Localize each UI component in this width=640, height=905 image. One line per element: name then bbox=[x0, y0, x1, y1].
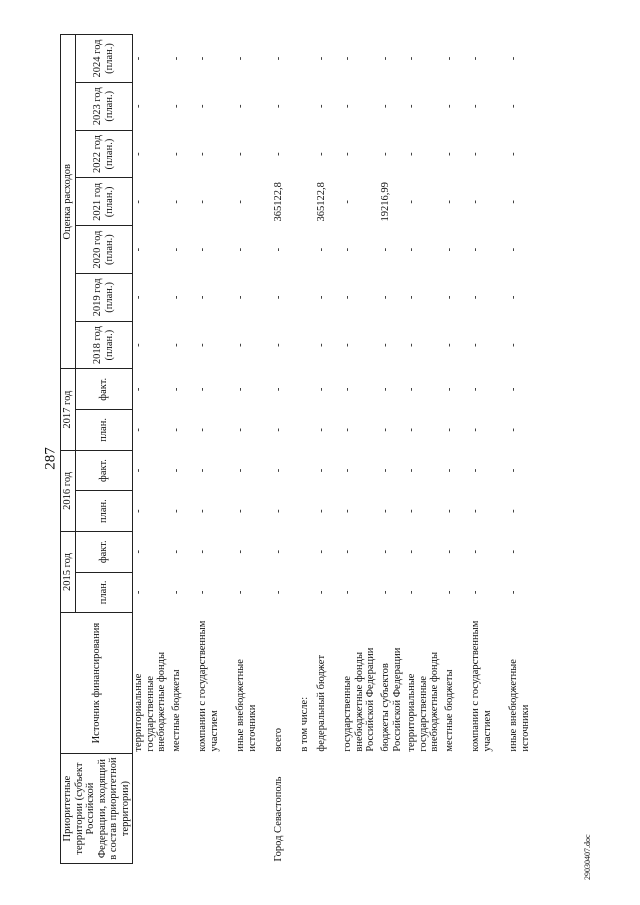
cell-value: - bbox=[342, 343, 354, 347]
table-row bbox=[133, 35, 172, 864]
cell-territory: Город Севастополь bbox=[273, 776, 285, 862]
cell-value: - bbox=[406, 590, 418, 595]
cell-value: - bbox=[316, 509, 328, 513]
cell-value bbox=[299, 531, 316, 572]
cell-value: - bbox=[133, 509, 145, 513]
cell-value: - bbox=[133, 590, 145, 595]
cell-value: - bbox=[508, 56, 520, 61]
cell-value: - bbox=[470, 509, 482, 513]
cell-value: - bbox=[235, 56, 247, 61]
cell-value: - bbox=[171, 200, 183, 204]
cell-value: - bbox=[197, 104, 209, 109]
header-year-2017: 2017 год bbox=[61, 369, 76, 450]
cell-value: - bbox=[406, 295, 418, 300]
cell-value bbox=[299, 35, 316, 83]
cell-territory bbox=[299, 754, 316, 864]
cell-value: - bbox=[235, 295, 247, 300]
cell-value: - bbox=[342, 247, 354, 252]
table-body bbox=[133, 35, 547, 864]
cell-value: - bbox=[133, 200, 145, 204]
cell-value: - bbox=[380, 550, 392, 554]
cell-value: - bbox=[444, 590, 456, 595]
cell-territory bbox=[406, 754, 444, 864]
cell-value: - bbox=[342, 200, 354, 204]
cell-value: - bbox=[197, 590, 209, 595]
cell-value: - bbox=[508, 428, 520, 432]
cell-value: - bbox=[235, 387, 247, 392]
cell-source: компании с государственным участием bbox=[197, 620, 220, 752]
cell-value: - bbox=[273, 428, 285, 432]
cell-value: - bbox=[508, 590, 520, 595]
cell-value: - bbox=[316, 343, 328, 347]
cell-territory bbox=[508, 754, 546, 864]
cell-source: компании с государственным участием bbox=[470, 620, 493, 752]
header-territory: Приоритетные территории (субъект Российской Федерации, входящий в состав приоритетной территории) bbox=[61, 754, 133, 864]
cell-value bbox=[299, 130, 316, 178]
cell-value: - bbox=[235, 343, 247, 347]
cell-value: - bbox=[342, 56, 354, 61]
cell-source: иные внебюджетные источники bbox=[235, 659, 258, 752]
cell-value bbox=[299, 178, 316, 226]
cell-value: - bbox=[470, 200, 482, 204]
table-row bbox=[171, 35, 197, 864]
header-2018-plan: 2018 год (план.) bbox=[75, 321, 133, 369]
cell-value: - bbox=[470, 104, 482, 109]
cell-value: - bbox=[406, 247, 418, 252]
cell-value: - bbox=[444, 56, 456, 61]
table-row bbox=[342, 35, 380, 864]
cell-value: - bbox=[380, 152, 392, 156]
cell-value: - bbox=[316, 468, 328, 473]
cell-value: - bbox=[508, 104, 520, 109]
cell-territory bbox=[380, 754, 406, 864]
header-2015-plan: план. bbox=[75, 572, 133, 613]
cell-value bbox=[299, 369, 316, 410]
cell-value: - bbox=[406, 200, 418, 204]
cell-value: - bbox=[380, 509, 392, 513]
cell-territory bbox=[342, 754, 380, 864]
cell-value: - bbox=[235, 104, 247, 109]
cell-value: 19216,99 bbox=[380, 182, 392, 222]
header-2023-plan: 2023 год (план.) bbox=[75, 82, 133, 130]
cell-value: - bbox=[342, 387, 354, 392]
cell-value: 365122,8 bbox=[273, 182, 285, 222]
cell-value: - bbox=[342, 590, 354, 595]
cell-territory bbox=[316, 754, 342, 864]
cell-value: - bbox=[470, 387, 482, 392]
cell-source: бюджеты субъектов Российской Федерации bbox=[380, 647, 403, 752]
cell-value: - bbox=[235, 200, 247, 204]
cell-value: - bbox=[171, 56, 183, 61]
header-source: Источник финансирования bbox=[61, 613, 133, 754]
cell-value bbox=[299, 572, 316, 613]
cell-value: - bbox=[273, 468, 285, 473]
cell-value: - bbox=[197, 428, 209, 432]
cell-value: - bbox=[273, 295, 285, 300]
header-2020-plan: 2020 год (план.) bbox=[75, 226, 133, 274]
cell-value: - bbox=[133, 468, 145, 473]
header-year-2015: 2015 год bbox=[61, 531, 76, 612]
cell-value: - bbox=[406, 343, 418, 347]
header-2022-plan: 2022 год (план.) bbox=[75, 130, 133, 178]
cell-value: - bbox=[133, 247, 145, 252]
cell-value: - bbox=[508, 200, 520, 204]
cell-value: - bbox=[273, 590, 285, 595]
table-header bbox=[61, 35, 133, 864]
cell-value: - bbox=[197, 56, 209, 61]
cell-value: - bbox=[380, 590, 392, 595]
cell-value: - bbox=[508, 387, 520, 392]
cell-value: - bbox=[316, 56, 328, 61]
cell-value: - bbox=[508, 509, 520, 513]
cell-value: - bbox=[273, 247, 285, 252]
cell-value: - bbox=[273, 343, 285, 347]
cell-value: - bbox=[316, 104, 328, 109]
cell-value bbox=[299, 321, 316, 369]
cell-value: - bbox=[508, 247, 520, 252]
cell-territory bbox=[171, 754, 197, 864]
cell-value: - bbox=[508, 468, 520, 473]
cell-source: местные бюджеты bbox=[444, 669, 456, 752]
cell-value: - bbox=[470, 152, 482, 156]
cell-territory bbox=[470, 754, 508, 864]
cell-source: всего bbox=[273, 727, 285, 752]
cell-value: - bbox=[342, 428, 354, 432]
cell-value: - bbox=[406, 550, 418, 554]
cell-value: - bbox=[380, 387, 392, 392]
cell-value: - bbox=[380, 468, 392, 473]
cell-value: - bbox=[273, 152, 285, 156]
cell-value: - bbox=[470, 550, 482, 554]
cell-value: - bbox=[316, 295, 328, 300]
cell-value: - bbox=[273, 550, 285, 554]
cell-territory bbox=[235, 754, 273, 864]
cell-value: - bbox=[444, 152, 456, 156]
cell-value bbox=[299, 273, 316, 321]
cell-source: территориальные государственные внебюджетные фонды bbox=[133, 651, 168, 752]
cell-value: - bbox=[273, 104, 285, 109]
cell-value bbox=[299, 82, 316, 130]
cell-value: - bbox=[508, 343, 520, 347]
financing-table bbox=[60, 34, 546, 864]
table-row bbox=[470, 35, 508, 864]
table-row bbox=[508, 35, 546, 864]
cell-value: - bbox=[342, 295, 354, 300]
cell-value: - bbox=[197, 247, 209, 252]
cell-value bbox=[299, 410, 316, 451]
cell-territory bbox=[197, 754, 235, 864]
header-2017-plan: план. bbox=[75, 410, 133, 451]
cell-territory bbox=[444, 754, 470, 864]
cell-source: иные внебюджетные источники bbox=[508, 659, 531, 752]
cell-value: - bbox=[444, 509, 456, 513]
cell-value: - bbox=[508, 295, 520, 300]
cell-value bbox=[299, 226, 316, 274]
cell-value: - bbox=[133, 343, 145, 347]
cell-value: - bbox=[406, 152, 418, 156]
cell-value: - bbox=[171, 387, 183, 392]
cell-value: - bbox=[197, 295, 209, 300]
table-row bbox=[444, 35, 470, 864]
cell-value: - bbox=[235, 247, 247, 252]
cell-value: - bbox=[380, 428, 392, 432]
cell-value: - bbox=[342, 104, 354, 109]
cell-source: государственные внебюджетные фонды Российской Федерации bbox=[342, 647, 377, 752]
cell-value: - bbox=[406, 509, 418, 513]
cell-value: - bbox=[133, 56, 145, 61]
cell-value: - bbox=[273, 387, 285, 392]
cell-value: - bbox=[235, 428, 247, 432]
table-row bbox=[235, 35, 273, 864]
cell-value: - bbox=[197, 343, 209, 347]
cell-value: - bbox=[171, 550, 183, 554]
cell-value: - bbox=[316, 550, 328, 554]
cell-value: - bbox=[380, 104, 392, 109]
cell-value: - bbox=[133, 387, 145, 392]
cell-value: - bbox=[171, 152, 183, 156]
cell-value: - bbox=[235, 590, 247, 595]
cell-value: - bbox=[444, 550, 456, 554]
cell-value: - bbox=[342, 550, 354, 554]
cell-value: - bbox=[380, 247, 392, 252]
cell-value: - bbox=[197, 550, 209, 554]
cell-source: федеральный бюджет bbox=[316, 654, 328, 752]
table-row bbox=[316, 35, 342, 864]
cell-source: в том числе: bbox=[299, 696, 311, 752]
cell-value: - bbox=[316, 387, 328, 392]
cell-value: - bbox=[444, 387, 456, 392]
cell-value: - bbox=[197, 200, 209, 204]
cell-value: - bbox=[171, 428, 183, 432]
table-row bbox=[273, 35, 299, 864]
cell-value: - bbox=[406, 468, 418, 473]
cell-value: - bbox=[406, 428, 418, 432]
cell-value: - bbox=[444, 343, 456, 347]
cell-value: - bbox=[197, 387, 209, 392]
cell-value: - bbox=[171, 295, 183, 300]
cell-value: - bbox=[444, 200, 456, 204]
cell-value: - bbox=[171, 468, 183, 473]
header-2021-plan: 2021 год (план.) bbox=[75, 178, 133, 226]
cell-value: - bbox=[406, 56, 418, 61]
table-row bbox=[197, 35, 235, 864]
page-number: 287 bbox=[42, 447, 59, 470]
cell-value: - bbox=[171, 343, 183, 347]
header-2024-plan: 2024 год (план.) bbox=[75, 35, 133, 83]
header-2016-fact: факт. bbox=[75, 450, 133, 491]
cell-value: - bbox=[235, 509, 247, 513]
footer-doc-code: 29030407.doc bbox=[583, 834, 592, 880]
rotated-page bbox=[60, 34, 610, 864]
header-2016-plan: план. bbox=[75, 491, 133, 532]
cell-value: - bbox=[316, 590, 328, 595]
cell-value: - bbox=[406, 387, 418, 392]
header-2017-fact: факт. bbox=[75, 369, 133, 410]
cell-value: - bbox=[380, 295, 392, 300]
cell-value: - bbox=[171, 590, 183, 595]
cell-value: - bbox=[444, 247, 456, 252]
cell-value: - bbox=[342, 509, 354, 513]
cell-value: - bbox=[316, 247, 328, 252]
cell-value: - bbox=[197, 509, 209, 513]
cell-value: - bbox=[508, 550, 520, 554]
header-estimate: Оценка расходов bbox=[61, 35, 76, 370]
cell-value: 365122,8 bbox=[316, 182, 328, 222]
cell-source: территориальные государственные внебюджетные фонды bbox=[406, 651, 441, 752]
cell-value: - bbox=[470, 56, 482, 61]
cell-value: - bbox=[273, 56, 285, 61]
cell-value: - bbox=[470, 468, 482, 473]
cell-value: - bbox=[235, 550, 247, 554]
cell-value: - bbox=[508, 152, 520, 156]
cell-value: - bbox=[133, 550, 145, 554]
cell-value: - bbox=[470, 247, 482, 252]
table-row bbox=[406, 35, 444, 864]
cell-value: - bbox=[273, 509, 285, 513]
table-row bbox=[380, 35, 406, 864]
cell-value: - bbox=[197, 468, 209, 473]
cell-value: - bbox=[235, 468, 247, 473]
cell-value: - bbox=[133, 152, 145, 156]
cell-value: - bbox=[444, 468, 456, 473]
cell-value: - bbox=[316, 428, 328, 432]
cell-value: - bbox=[342, 468, 354, 473]
cell-value: - bbox=[444, 428, 456, 432]
cell-value: - bbox=[171, 509, 183, 513]
cell-territory bbox=[133, 754, 172, 864]
cell-value: - bbox=[380, 343, 392, 347]
header-year-2016: 2016 год bbox=[61, 450, 76, 531]
cell-value: - bbox=[197, 152, 209, 156]
cell-value: - bbox=[470, 590, 482, 595]
cell-value: - bbox=[235, 152, 247, 156]
cell-value: - bbox=[444, 104, 456, 109]
cell-value: - bbox=[316, 152, 328, 156]
cell-source: местные бюджеты bbox=[171, 669, 183, 752]
cell-value: - bbox=[444, 295, 456, 300]
cell-value: - bbox=[470, 343, 482, 347]
cell-value: - bbox=[470, 428, 482, 432]
cell-value: - bbox=[133, 104, 145, 109]
cell-value: - bbox=[342, 152, 354, 156]
cell-value bbox=[299, 491, 316, 532]
cell-value: - bbox=[133, 428, 145, 432]
cell-value: - bbox=[406, 104, 418, 109]
cell-value: - bbox=[171, 247, 183, 252]
cell-value bbox=[299, 450, 316, 491]
cell-value: - bbox=[133, 295, 145, 300]
header-2015-fact: факт. bbox=[75, 531, 133, 572]
cell-value: - bbox=[470, 295, 482, 300]
header-2019-plan: 2019 год (план.) bbox=[75, 273, 133, 321]
cell-value: - bbox=[171, 104, 183, 109]
table-row bbox=[299, 35, 316, 864]
cell-value: - bbox=[380, 56, 392, 61]
